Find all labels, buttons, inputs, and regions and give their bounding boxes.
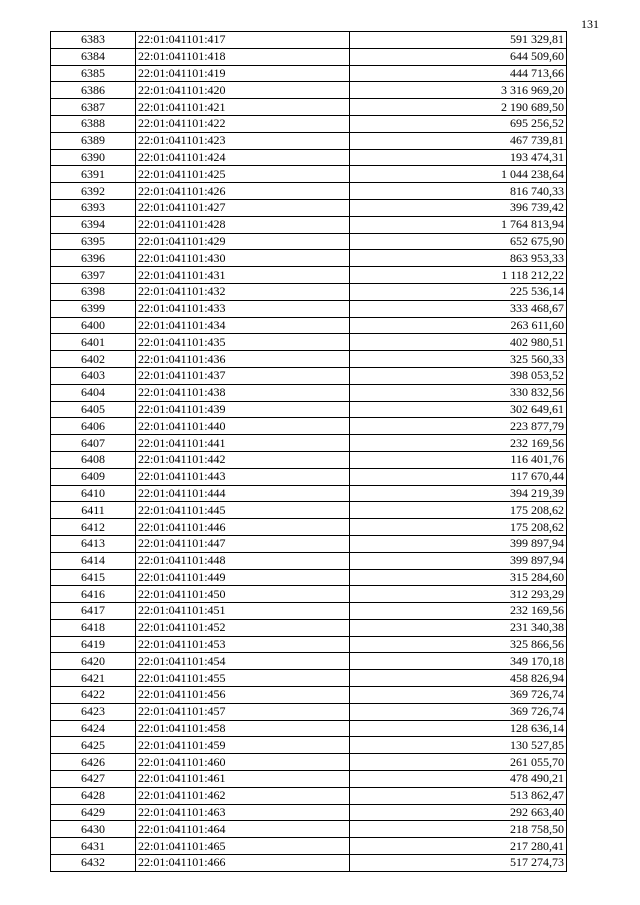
cadastral-number-cell: 22:01:041101:465: [136, 838, 350, 855]
table-row: [51, 670, 567, 687]
cadastral-value-cell: 325 866,56: [350, 636, 567, 653]
row-number-cell: 6393: [51, 199, 136, 216]
cadastral-value-cell: 398 053,52: [350, 367, 567, 384]
row-number-cell: 6390: [51, 149, 136, 166]
cadastral-number-cell: 22:01:041101:463: [136, 804, 350, 821]
table-row: [51, 855, 567, 872]
cadastral-number-cell: 22:01:041101:461: [136, 771, 350, 788]
cadastral-value-cell: 315 284,60: [350, 569, 567, 586]
table-row: [51, 250, 567, 267]
table-row: [51, 703, 567, 720]
table-row: [51, 351, 567, 368]
table-row: [51, 401, 567, 418]
cadastral-value-cell: 1 118 212,22: [350, 267, 567, 284]
cadastral-number-cell: 22:01:041101:425: [136, 166, 350, 183]
cadastral-number-cell: 22:01:041101:444: [136, 485, 350, 502]
table-row: [51, 367, 567, 384]
table-row: [51, 502, 567, 519]
table-row: [51, 519, 567, 536]
row-number-cell: 6426: [51, 754, 136, 771]
cadastral-value-cell: 816 740,33: [350, 183, 567, 200]
table-row: [51, 32, 567, 49]
table-row: [51, 82, 567, 99]
cadastral-number-cell: 22:01:041101:450: [136, 586, 350, 603]
row-number-cell: 6402: [51, 351, 136, 368]
row-number-cell: 6428: [51, 787, 136, 804]
row-number-cell: 6398: [51, 283, 136, 300]
row-number-cell: 6403: [51, 367, 136, 384]
cadastral-value-cell: 2 190 689,50: [350, 99, 567, 116]
cadastral-number-cell: 22:01:041101:443: [136, 468, 350, 485]
row-number-cell: 6408: [51, 451, 136, 468]
cadastral-value-cell: 193 474,31: [350, 149, 567, 166]
cadastral-number-cell: 22:01:041101:419: [136, 65, 350, 82]
row-number-cell: 6422: [51, 687, 136, 704]
table-row: [51, 451, 567, 468]
cadastral-value-cell: 458 826,94: [350, 670, 567, 687]
cadastral-number-cell: 22:01:041101:466: [136, 855, 350, 872]
table-row: [51, 603, 567, 620]
row-number-cell: 6387: [51, 99, 136, 116]
table-row: [51, 300, 567, 317]
table-row: [51, 216, 567, 233]
cadastral-value-cell: 863 953,33: [350, 250, 567, 267]
table-row: [51, 754, 567, 771]
table-row: [51, 418, 567, 435]
cadastral-number-cell: 22:01:041101:438: [136, 384, 350, 401]
row-number-cell: 6416: [51, 586, 136, 603]
cadastral-number-cell: 22:01:041101:418: [136, 48, 350, 65]
table-row: [51, 737, 567, 754]
row-number-cell: 6415: [51, 569, 136, 586]
cadastral-value-cell: 644 509,60: [350, 48, 567, 65]
cadastral-number-cell: 22:01:041101:454: [136, 653, 350, 670]
row-number-cell: 6396: [51, 250, 136, 267]
cadastral-value-cell: 116 401,76: [350, 451, 567, 468]
cadastral-value-cell: 467 739,81: [350, 132, 567, 149]
cadastral-number-cell: 22:01:041101:460: [136, 754, 350, 771]
cadastral-number-cell: 22:01:041101:423: [136, 132, 350, 149]
table-row: [51, 149, 567, 166]
cadastral-number-cell: 22:01:041101:458: [136, 720, 350, 737]
cadastral-value-cell: 396 739,42: [350, 199, 567, 216]
cadastral-number-cell: 22:01:041101:457: [136, 703, 350, 720]
cadastral-value-cell: 302 649,61: [350, 401, 567, 418]
cadastral-value-cell: 325 560,33: [350, 351, 567, 368]
row-number-cell: 6407: [51, 435, 136, 452]
cadastral-number-cell: 22:01:041101:447: [136, 535, 350, 552]
table-row: [51, 485, 567, 502]
row-number-cell: 6419: [51, 636, 136, 653]
table-row: [51, 569, 567, 586]
table-row: [51, 771, 567, 788]
cadastral-number-cell: 22:01:041101:451: [136, 603, 350, 620]
table-row: [51, 552, 567, 569]
cadastral-number-cell: 22:01:041101:462: [136, 787, 350, 804]
table-row: [51, 535, 567, 552]
row-number-cell: 6384: [51, 48, 136, 65]
cadastral-value-cell: 117 670,44: [350, 468, 567, 485]
cadastral-number-cell: 22:01:041101:420: [136, 82, 350, 99]
cadastral-value-cell: 369 726,74: [350, 687, 567, 704]
cadastral-number-cell: 22:01:041101:449: [136, 569, 350, 586]
cadastral-value-cell: 3 316 969,20: [350, 82, 567, 99]
table-row: [51, 804, 567, 821]
table-row: [51, 233, 567, 250]
row-number-cell: 6414: [51, 552, 136, 569]
cadastral-number-cell: 22:01:041101:426: [136, 183, 350, 200]
table-row: [51, 720, 567, 737]
cadastral-value-cell: 394 219,39: [350, 485, 567, 502]
row-number-cell: 6401: [51, 334, 136, 351]
cadastral-number-cell: 22:01:041101:417: [136, 32, 350, 49]
table-row: [51, 334, 567, 351]
cadastral-value-cell: 312 293,29: [350, 586, 567, 603]
cadastral-value-cell: 333 468,67: [350, 300, 567, 317]
row-number-cell: 6424: [51, 720, 136, 737]
cadastral-value-cell: 128 636,14: [350, 720, 567, 737]
table-row: [51, 183, 567, 200]
row-number-cell: 6410: [51, 485, 136, 502]
cadastral-number-cell: 22:01:041101:421: [136, 99, 350, 116]
row-number-cell: 6418: [51, 619, 136, 636]
table-row: [51, 317, 567, 334]
cadastral-number-cell: 22:01:041101:459: [136, 737, 350, 754]
cadastral-value-cell: 231 340,38: [350, 619, 567, 636]
row-number-cell: 6411: [51, 502, 136, 519]
row-number-cell: 6412: [51, 519, 136, 536]
row-number-cell: 6423: [51, 703, 136, 720]
cadastral-number-cell: 22:01:041101:434: [136, 317, 350, 334]
row-number-cell: 6421: [51, 670, 136, 687]
row-number-cell: 6430: [51, 821, 136, 838]
table-row: [51, 384, 567, 401]
row-number-cell: 6394: [51, 216, 136, 233]
table-row: [51, 65, 567, 82]
table-row: [51, 821, 567, 838]
cadastral-value-cell: 292 663,40: [350, 804, 567, 821]
row-number-cell: 6383: [51, 32, 136, 49]
cadastral-number-cell: 22:01:041101:430: [136, 250, 350, 267]
cadastral-number-cell: 22:01:041101:456: [136, 687, 350, 704]
table-row: [51, 166, 567, 183]
cadastral-value-cell: 175 208,62: [350, 519, 567, 536]
cadastral-value-cell: 478 490,21: [350, 771, 567, 788]
cadastral-value-cell: 175 208,62: [350, 502, 567, 519]
cadastral-value-cell: 349 170,18: [350, 653, 567, 670]
cadastral-value-cell: 369 726,74: [350, 703, 567, 720]
cadastral-number-cell: 22:01:041101:437: [136, 367, 350, 384]
row-number-cell: 6431: [51, 838, 136, 855]
cadastral-number-cell: 22:01:041101:453: [136, 636, 350, 653]
cadastral-value-cell: 695 256,52: [350, 115, 567, 132]
table-row: [51, 586, 567, 603]
table-row: [51, 199, 567, 216]
cadastral-number-cell: 22:01:041101:455: [136, 670, 350, 687]
cadastral-number-cell: 22:01:041101:439: [136, 401, 350, 418]
cadastral-number-cell: 22:01:041101:422: [136, 115, 350, 132]
table-row: [51, 653, 567, 670]
table-row: [51, 48, 567, 65]
cadastral-number-cell: 22:01:041101:435: [136, 334, 350, 351]
table-row: [51, 787, 567, 804]
row-number-cell: 6392: [51, 183, 136, 200]
cadastral-value-cell: 223 877,79: [350, 418, 567, 435]
row-number-cell: 6385: [51, 65, 136, 82]
cadastral-value-cell: 330 832,56: [350, 384, 567, 401]
cadastral-number-cell: 22:01:041101:431: [136, 267, 350, 284]
cadastral-value-cell: 513 862,47: [350, 787, 567, 804]
table-row: [51, 267, 567, 284]
table-row: [51, 636, 567, 653]
cadastral-value-cell: 517 274,73: [350, 855, 567, 872]
row-number-cell: 6388: [51, 115, 136, 132]
table-row: [51, 619, 567, 636]
cadastral-value-table: [50, 31, 567, 872]
cadastral-value-cell: 399 897,94: [350, 552, 567, 569]
cadastral-number-cell: 22:01:041101:442: [136, 451, 350, 468]
row-number-cell: 6413: [51, 535, 136, 552]
cadastral-number-cell: 22:01:041101:445: [136, 502, 350, 519]
cadastral-number-cell: 22:01:041101:427: [136, 199, 350, 216]
cadastral-number-cell: 22:01:041101:432: [136, 283, 350, 300]
table-body: [51, 32, 567, 872]
row-number-cell: 6420: [51, 653, 136, 670]
table-row: [51, 838, 567, 855]
cadastral-value-cell: 130 527,85: [350, 737, 567, 754]
cadastral-value-cell: 1 044 238,64: [350, 166, 567, 183]
row-number-cell: 6406: [51, 418, 136, 435]
row-number-cell: 6400: [51, 317, 136, 334]
table-row: [51, 99, 567, 116]
table-row: [51, 115, 567, 132]
row-number-cell: 6399: [51, 300, 136, 317]
cadastral-value-cell: 652 675,90: [350, 233, 567, 250]
cadastral-number-cell: 22:01:041101:436: [136, 351, 350, 368]
table-row: [51, 468, 567, 485]
cadastral-number-cell: 22:01:041101:440: [136, 418, 350, 435]
cadastral-number-cell: 22:01:041101:441: [136, 435, 350, 452]
cadastral-number-cell: 22:01:041101:464: [136, 821, 350, 838]
row-number-cell: 6397: [51, 267, 136, 284]
cadastral-number-cell: 22:01:041101:452: [136, 619, 350, 636]
row-number-cell: 6405: [51, 401, 136, 418]
cadastral-value-cell: 402 980,51: [350, 334, 567, 351]
cadastral-value-cell: 225 536,14: [350, 283, 567, 300]
row-number-cell: 6427: [51, 771, 136, 788]
row-number-cell: 6395: [51, 233, 136, 250]
row-number-cell: 6429: [51, 804, 136, 821]
row-number-cell: 6386: [51, 82, 136, 99]
table-row: [51, 283, 567, 300]
cadastral-value-cell: 399 897,94: [350, 535, 567, 552]
row-number-cell: 6432: [51, 855, 136, 872]
row-number-cell: 6425: [51, 737, 136, 754]
cadastral-number-cell: 22:01:041101:429: [136, 233, 350, 250]
row-number-cell: 6404: [51, 384, 136, 401]
cadastral-value-cell: 591 329,81: [350, 32, 567, 49]
row-number-cell: 6389: [51, 132, 136, 149]
cadastral-number-cell: 22:01:041101:433: [136, 300, 350, 317]
row-number-cell: 6409: [51, 468, 136, 485]
cadastral-value-cell: 232 169,56: [350, 603, 567, 620]
cadastral-number-cell: 22:01:041101:428: [136, 216, 350, 233]
cadastral-number-cell: 22:01:041101:446: [136, 519, 350, 536]
cadastral-value-cell: 218 758,50: [350, 821, 567, 838]
cadastral-number-cell: 22:01:041101:448: [136, 552, 350, 569]
cadastral-number-cell: 22:01:041101:424: [136, 149, 350, 166]
cadastral-value-cell: 261 055,70: [350, 754, 567, 771]
row-number-cell: 6391: [51, 166, 136, 183]
cadastral-value-cell: 1 764 813,94: [350, 216, 567, 233]
cadastral-value-cell: 263 611,60: [350, 317, 567, 334]
cadastral-value-cell: 444 713,66: [350, 65, 567, 82]
cadastral-value-cell: 217 280,41: [350, 838, 567, 855]
cadastral-value-cell: 232 169,56: [350, 435, 567, 452]
table-row: [51, 435, 567, 452]
row-number-cell: 6417: [51, 603, 136, 620]
table-row: [51, 132, 567, 149]
table-row: [51, 687, 567, 704]
page-number: 131: [581, 17, 599, 31]
